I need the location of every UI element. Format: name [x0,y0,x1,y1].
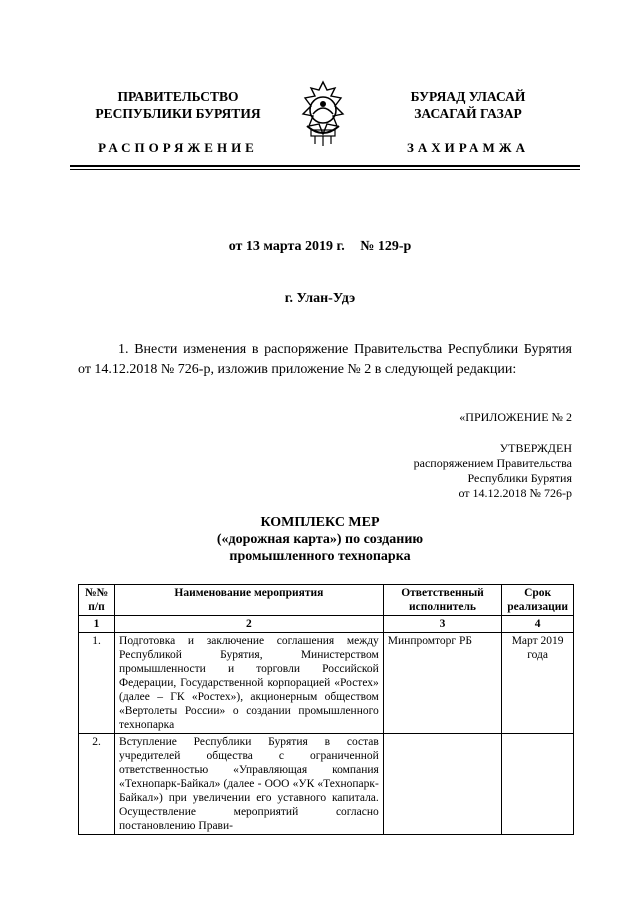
column-number: 4 [502,616,574,633]
government-line-2: РЕСПУБЛИКИ БУРЯТИЯ [95,106,261,121]
row-name: Подготовка и заключение соглашения между Республикой Бурятия, Министерством промышленности и торговли Российской Федерации, Государственной корпорацией «Ростех» (далее – ГК «Ростех»), акционерным обществом «Вертолеты России» о создании промышленного технопарка [115,633,384,734]
header-term: Срок реализации [502,585,574,616]
table-row [79,633,574,734]
header-rule-thin [70,169,580,170]
approved-by-line-1: распоряжением Правительства [413,456,572,470]
decree-number: № 129-р [360,239,412,254]
header-rule-thick [70,165,580,167]
measures-table [78,584,574,835]
row-num: 2. [79,734,115,835]
annex-label: «ПРИЛОЖЕНИЕ № 2 [459,410,572,424]
government-name-ru [78,88,278,122]
row-name: Вступление Республики Бурятия в состав учредителей общества с ограниченной ответственностью «Управляющая компания «Технопарк-Байкал» (далее - ООО «УК «Технопарк-Байкал») при увеличении его уставного капитала. Осуществление мероприятий согласно постановлению Прави- [115,734,384,835]
title-line-1: КОМПЛЕКС МЕР [260,515,380,530]
row-num: 1. [79,633,115,734]
column-number: 3 [383,616,501,633]
title-line-2: («дорожная карта») по созданию [216,532,424,547]
body-paragraph-1: 1. Внести изменения в распоряжение Правительства Республики Бурятия от 14.12.2018 № 726-р, изложив приложение № 2 в следующей редакции: [78,342,572,377]
approved-reference: от 14.12.2018 № 726-р [458,486,572,500]
table-row [79,734,574,835]
government-line-1-bua: БУРЯАД УЛАСАЙ [410,89,526,104]
header-num: №№ п/п [79,585,115,616]
decree-date-line [0,239,640,255]
title-line-3: промышленного технопарка [229,549,411,564]
row-term: Март 2019 года [502,633,574,734]
row-term [502,734,574,835]
decree-city: г. Улан-Удэ [284,291,356,306]
column-number: 2 [115,616,384,633]
column-number-row [79,616,574,633]
coat-of-arms-emblem [297,80,349,148]
approval-block [330,441,572,501]
government-line-1: ПРАВИТЕЛЬСТВО [117,89,239,104]
header-name: Наименование мероприятия [115,585,384,616]
decree-type-ru: РАСПОРЯЖЕНИЕ [98,140,258,155]
header-responsible: Ответственный исполнитель [383,585,501,616]
row-responsible [383,734,501,835]
document-title [0,514,640,565]
government-line-2-bua: ЗАСАГАЙ ГАЗАР [414,106,522,121]
government-name-bua [368,88,568,122]
approved-heading: УТВЕРЖДЕН [499,441,572,455]
decree-type-bua: ЗАХИРАМЖА [407,140,529,155]
row-responsible: Минпромторг РБ [383,633,501,734]
decree-date: от 13 марта 2019 г. [228,239,345,254]
table-header-row [79,585,574,616]
column-number: 1 [79,616,115,633]
approved-by-line-2: Республики Бурятия [467,471,572,485]
